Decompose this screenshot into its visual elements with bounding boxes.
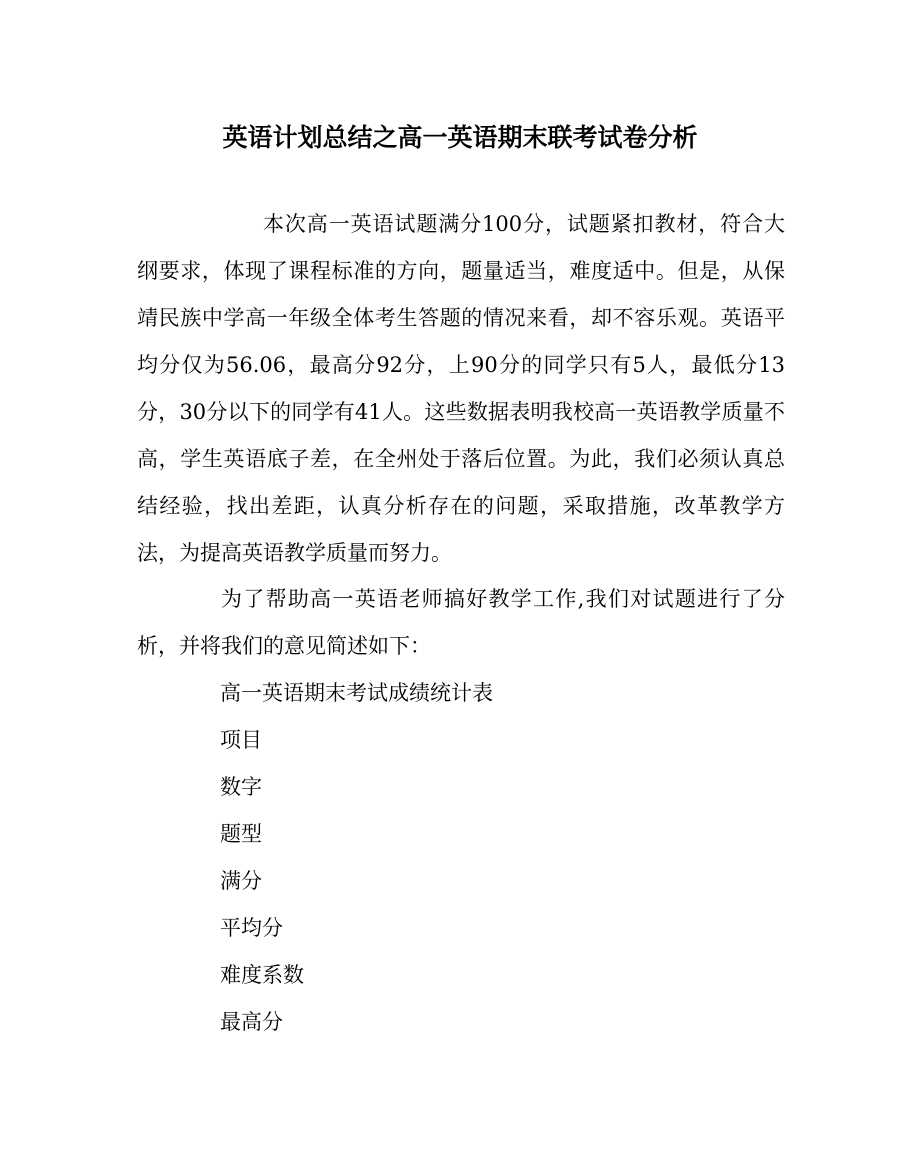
- table-line-difficulty: 难度系数: [220, 963, 304, 987]
- table-line-highest: 最高分: [220, 1010, 283, 1034]
- paragraph-purpose: 为了帮助高一英语老师搞好教学工作,我们对试题进行了分析，并将我们的意见简述如下：: [137, 587, 785, 658]
- paragraph-intro: 本次高一英语试题满分100分，试题紧扣教材，符合大纲要求，体现了课程标准的方向，题量适当，难度适中。但是，从保靖民族中学高一年级全体考生答题的情况来看，却不容乐观。英语平均分仅为56.06，最高分92分，上90分的同学只有5人，最低分13分，30分以下的同学有41人。这些数据表明我校高一英语教学质量不高，学生英语底子差，在全州处于落后位置。为此，我们必须认真总结经验，找出差距，认真分析存在的问题，采取措施，改革教学方法，为提高英语教学质量而努力。: [137, 212, 785, 565]
- table-line-question-type: 题型: [220, 822, 262, 846]
- table-line-item: 项目: [220, 728, 262, 752]
- table-line-number: 数字: [220, 775, 262, 799]
- score-table-lines: [220, 670, 493, 1046]
- table-line-average: 平均分: [220, 916, 283, 940]
- table-line-full-score: 满分: [220, 869, 262, 893]
- table-caption: 高一英语期末考试成绩统计表: [220, 681, 493, 705]
- document-title: 英语计划总结之高一英语期末联考试卷分析: [222, 123, 698, 152]
